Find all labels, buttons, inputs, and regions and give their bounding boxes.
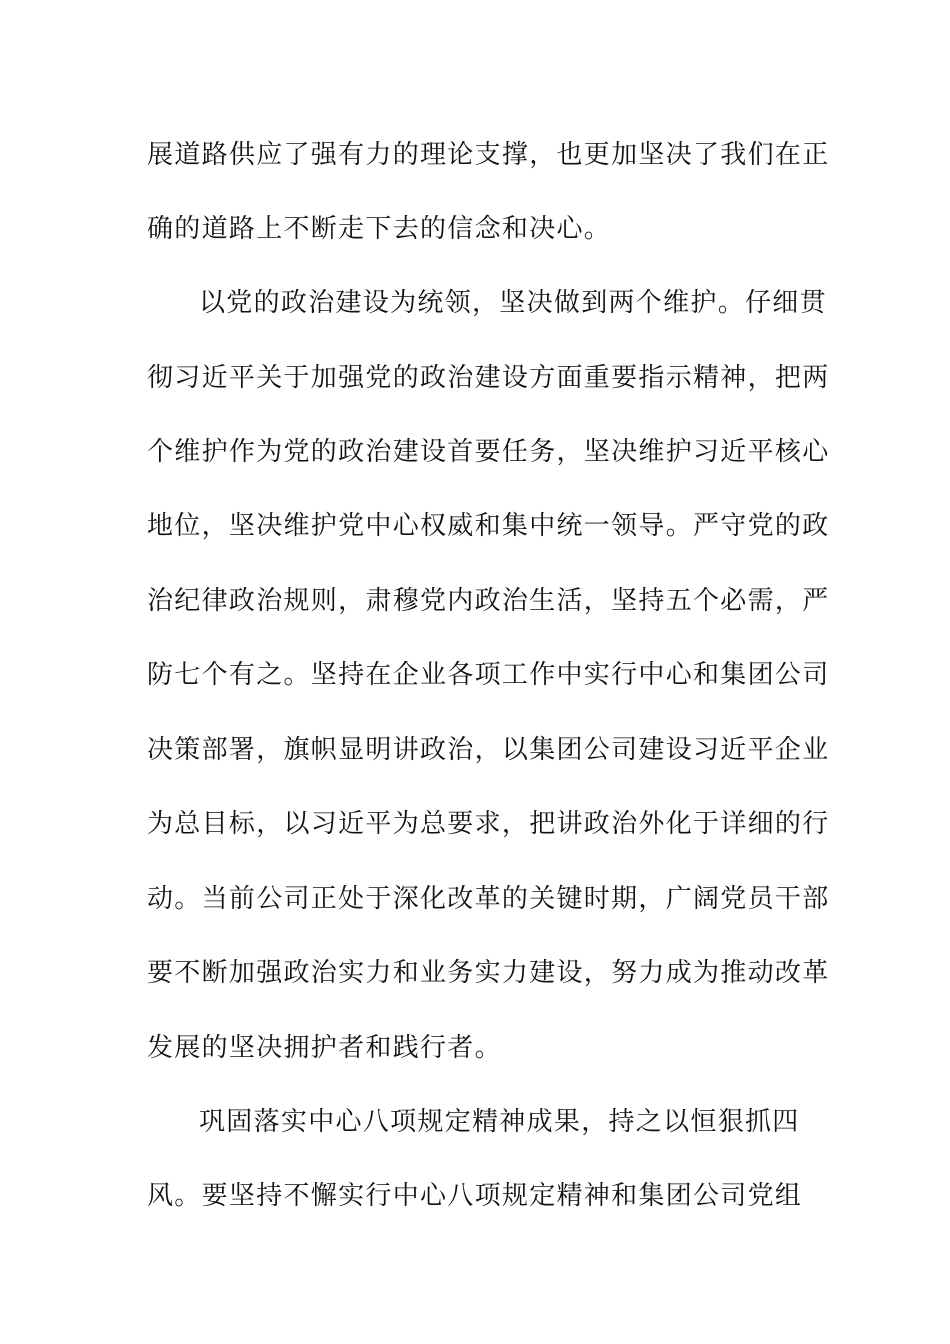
text-line: 要不断加强政治实力和业务实力建设，努力成为推动改革 bbox=[147, 958, 830, 988]
text-line: 决策部署，旗帜显明讲政治，以集团公司建设习近平企业 bbox=[147, 735, 830, 765]
paragraph-start-line: 以党的政治建设为统领，坚决做到两个维护。仔细贯 bbox=[199, 288, 827, 318]
text-line: 展道路供应了强有力的理论支撑，也更加坚决了我们在正 bbox=[147, 140, 830, 170]
text-line: 地位，坚决维护党中心权威和集中统一领导。严守党的政 bbox=[147, 511, 830, 541]
text-line: 发展的坚决拥护者和践行者。 bbox=[147, 1033, 502, 1063]
text-line: 动。当前公司正处于深化改革的关键时期，广阔党员干部 bbox=[147, 884, 830, 914]
text-line: 治纪律政治规则，肃穆党内政治生活，坚持五个必需，严 bbox=[147, 586, 830, 616]
paragraph-start-line: 巩固落实中心八项规定精神成果，持之以恒狠抓四 bbox=[199, 1107, 800, 1137]
text-line: 防七个有之。坚持在企业各项工作中实行中心和集团公司 bbox=[147, 660, 830, 690]
text-line: 风。要坚持不懈实行中心八项规定精神和集团公司党组 bbox=[147, 1181, 803, 1211]
text-line: 彻习近平关于加强党的政治建设方面重要指示精神，把两 bbox=[147, 363, 830, 393]
text-line: 为总目标，以习近平为总要求，把讲政治外化于详细的行 bbox=[147, 809, 830, 839]
text-line: 个维护作为党的政治建设首要任务，坚决维护习近平核心 bbox=[147, 437, 830, 467]
text-line: 确的道路上不断走下去的信念和决心。 bbox=[147, 214, 612, 244]
